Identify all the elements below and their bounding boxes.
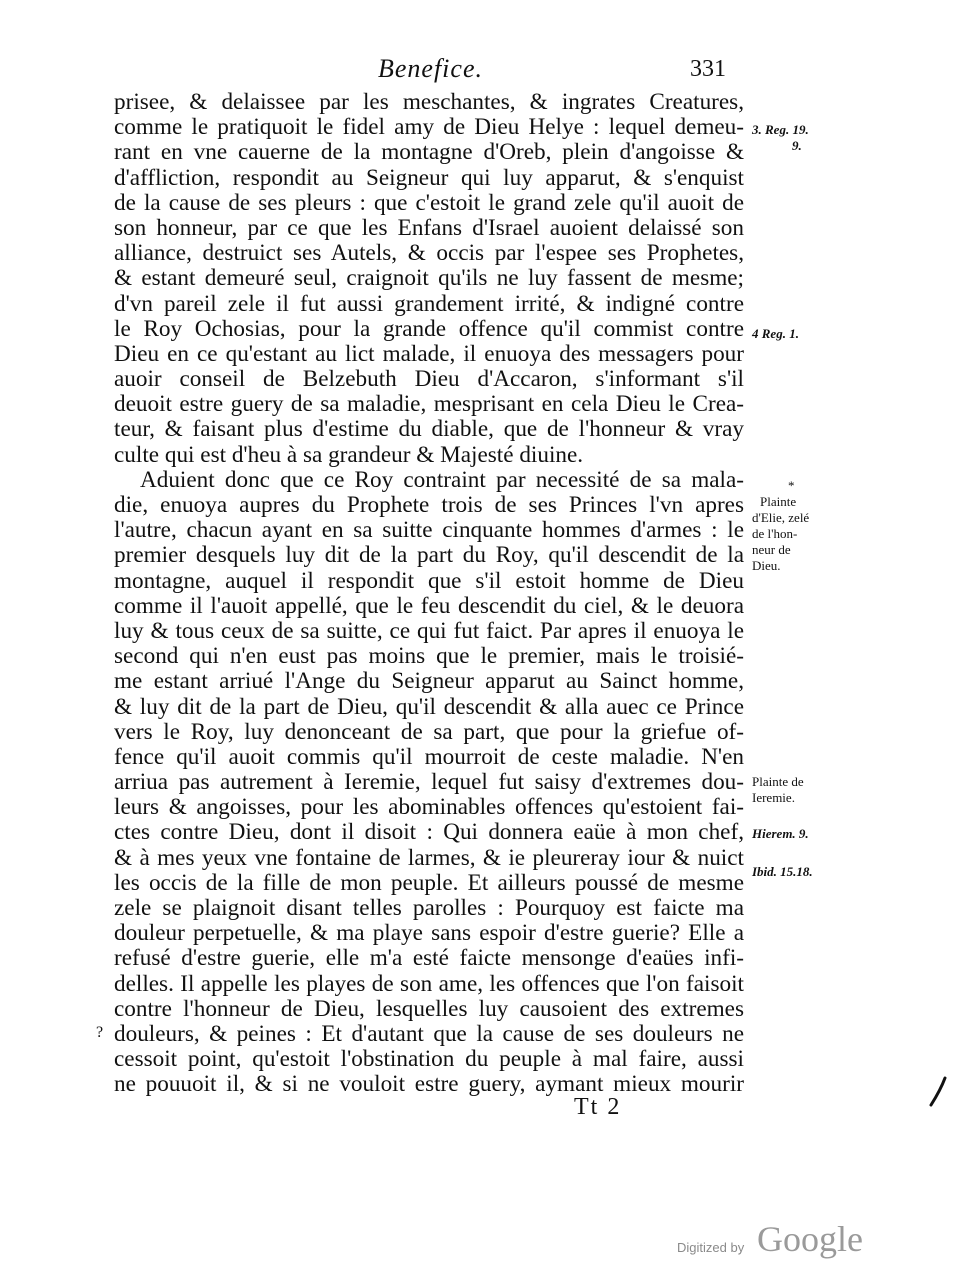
text-line: rant en vne cauerne de la montagne d'Oreb, plein d'angoisse & — [114, 140, 744, 166]
text-line: second qui n'en eust pas moins que le premier, mais le troisié- — [114, 644, 744, 670]
text-line: culte qui est d'heu à sa grandeur & Majesté diuine. — [114, 442, 584, 468]
text-line: & luy dit de la part de Dieu, qu'il descendit & alla auec ce Prince — [114, 694, 744, 720]
margin-note-reference — [752, 826, 809, 842]
text-line: son honneur, par ce que les Enfans d'Israel auoient delaissé son — [114, 215, 744, 241]
text-line: luy & tous ceux de sa suitte, ce qui fut faict. Par apres il enuoya le — [114, 618, 744, 644]
text-line: l'autre, chacun ayant en sa suitte cinquante hommes d'armes : le — [114, 518, 744, 544]
note-line: 3. Reg. 19. — [752, 122, 809, 137]
text-line: me estant arriué l'Ange du Seigneur apparut au Sainct homme, — [114, 669, 744, 695]
margin-note-reference — [752, 326, 799, 342]
note-line: Dieu. — [752, 558, 781, 573]
note-line: neur de — [752, 542, 791, 557]
text-line: cessoit point, qu'estoit l'obstination du peuple à mal faire, aussi — [114, 1047, 744, 1073]
text-line: auoir conseil de Belzebuth Dieu d'Accaron, s'informant s'il — [114, 367, 744, 393]
text-line: ctes contre Dieu, dont il disoit : Qui donnera eaüe à mon chef, — [114, 820, 744, 846]
text-line: deuoit estre guery de sa maladie, mesprisant en cela Dieu le Crea- — [114, 392, 744, 418]
margin-note-reference — [752, 864, 813, 880]
margin-note-gloss — [752, 494, 809, 574]
digitized-by-google-watermark — [677, 1218, 877, 1268]
text-line: d'affliction, respondit au Seigneur qui luy apparut, & s'enquist — [114, 165, 744, 191]
note-line: de l'hon- — [752, 526, 798, 541]
margin-note-gloss — [752, 774, 804, 806]
margin-note-asterisk — [788, 478, 795, 494]
text-line: ne pouuoit il, & si ne vouloit estre guery, aymant mieux mourir — [114, 1072, 744, 1098]
text-line: refusé d'estre guerie, elle m'a esté faicte mensonge d'eaües infi- — [114, 946, 744, 972]
text-line: douleur perpetuelle, & ma playe sans espoir d'estre guerie? Elle a — [114, 921, 744, 947]
text-line: de la cause de ses pleurs : que c'estoit le grand zele qu'il auoit de — [114, 190, 744, 216]
text-line: douleurs, & peines : Et d'autant que la cause de ses douleurs ne — [114, 1021, 744, 1047]
text-line: Aduient donc que ce Roy contraint par necessité de sa mala- — [140, 467, 744, 493]
digitized-label: Digitized by — [677, 1240, 745, 1255]
text-line: & estant demeuré seul, craignoit qu'ils ne luy fassent de mesme; — [114, 266, 744, 292]
text-line: d'vn pareil zele il fut aussi grandement irrité, & indigné contre — [114, 291, 744, 317]
stray-margin-mark: ? — [96, 1024, 104, 1041]
note-line: Plainte — [760, 494, 797, 509]
text-line: comme il l'auoit appellé, que le feu descendit du ciel, & le deuora — [114, 593, 744, 619]
running-head: Benefice. — [378, 54, 483, 83]
text-line: premier desquels luy dit de la part du Roy, qu'il descendit de la — [114, 543, 744, 569]
margin-note-reference — [752, 122, 809, 154]
note-line: Ieremie. — [752, 790, 795, 805]
catchword: Tt 2 — [574, 1094, 622, 1120]
text-line: delles. Il appelle les playes de son ame, les offences que l'on faisoit — [114, 971, 744, 997]
text-line: & à mes yeux vne fontaine de larmes, & ie pleureray iour & nuict — [114, 845, 744, 871]
text-line: montagne, auquel il respondit que s'il estoit homme de Dieu — [114, 568, 744, 594]
page-header — [0, 48, 967, 88]
text-line: le Roy Ochosias, pour la grande offence qu'il commist contre — [114, 316, 744, 342]
body-text — [114, 90, 744, 1098]
note-line: 4 Reg. 1. — [752, 326, 799, 341]
text-line: fence qu'il auoit commis qu'il mourroit de ceste maladie. N'en — [114, 744, 744, 770]
text-line: contre l'honneur de Dieu, lesquelles luy causoient des extremes — [114, 996, 744, 1022]
text-line: teur, & faisant plus d'estime du diable, que de l'honneur & vray — [114, 417, 744, 443]
text-line: die, enuoya aupres du Prophete trois de ses Princes l'vn apres — [114, 493, 744, 518]
text-line: comme le pratiquoit le fidel amy de Dieu Helye : lequel demeu- — [114, 115, 744, 141]
page-number: 331 — [690, 56, 726, 82]
text-line: zele se plaignoit disant telles parolles : Pourquoy est faicte ma — [114, 896, 744, 921]
text-line: arriua pas autrement à Ieremie, lequel fut saisy d'extremes dou- — [114, 770, 744, 796]
note-line: Hierem. 9. — [752, 826, 809, 841]
text-line: vers le Roy, luy denonceant de sa part, que pour la griefue of- — [114, 719, 744, 745]
text-line: les occis de la fille de mon peuple. Et ailleurs poussé de mesme — [114, 870, 744, 896]
note-line: * — [788, 478, 795, 493]
note-line: d'Elie, zelé — [752, 510, 810, 525]
text-line: leurs & angoisses, pour les abominables offences qu'estoient fai- — [114, 795, 744, 821]
text-line: prisee, & delaissee par les meschantes, & ingrates Creatures, — [114, 90, 744, 115]
text-line: Dieu en ce qu'estant au lict malade, il enuoya des messagers pour — [114, 341, 744, 367]
note-line: Ibid. 15.18. — [752, 864, 813, 879]
note-line: 9. — [792, 138, 802, 153]
text-line: alliance, destruict ses Autels, & occis par l'espee ses Prophetes, — [114, 241, 744, 267]
google-wordmark: Google — [757, 1219, 863, 1259]
ink-stroke-mark — [928, 1076, 948, 1108]
note-line: Plainte de — [752, 774, 804, 789]
